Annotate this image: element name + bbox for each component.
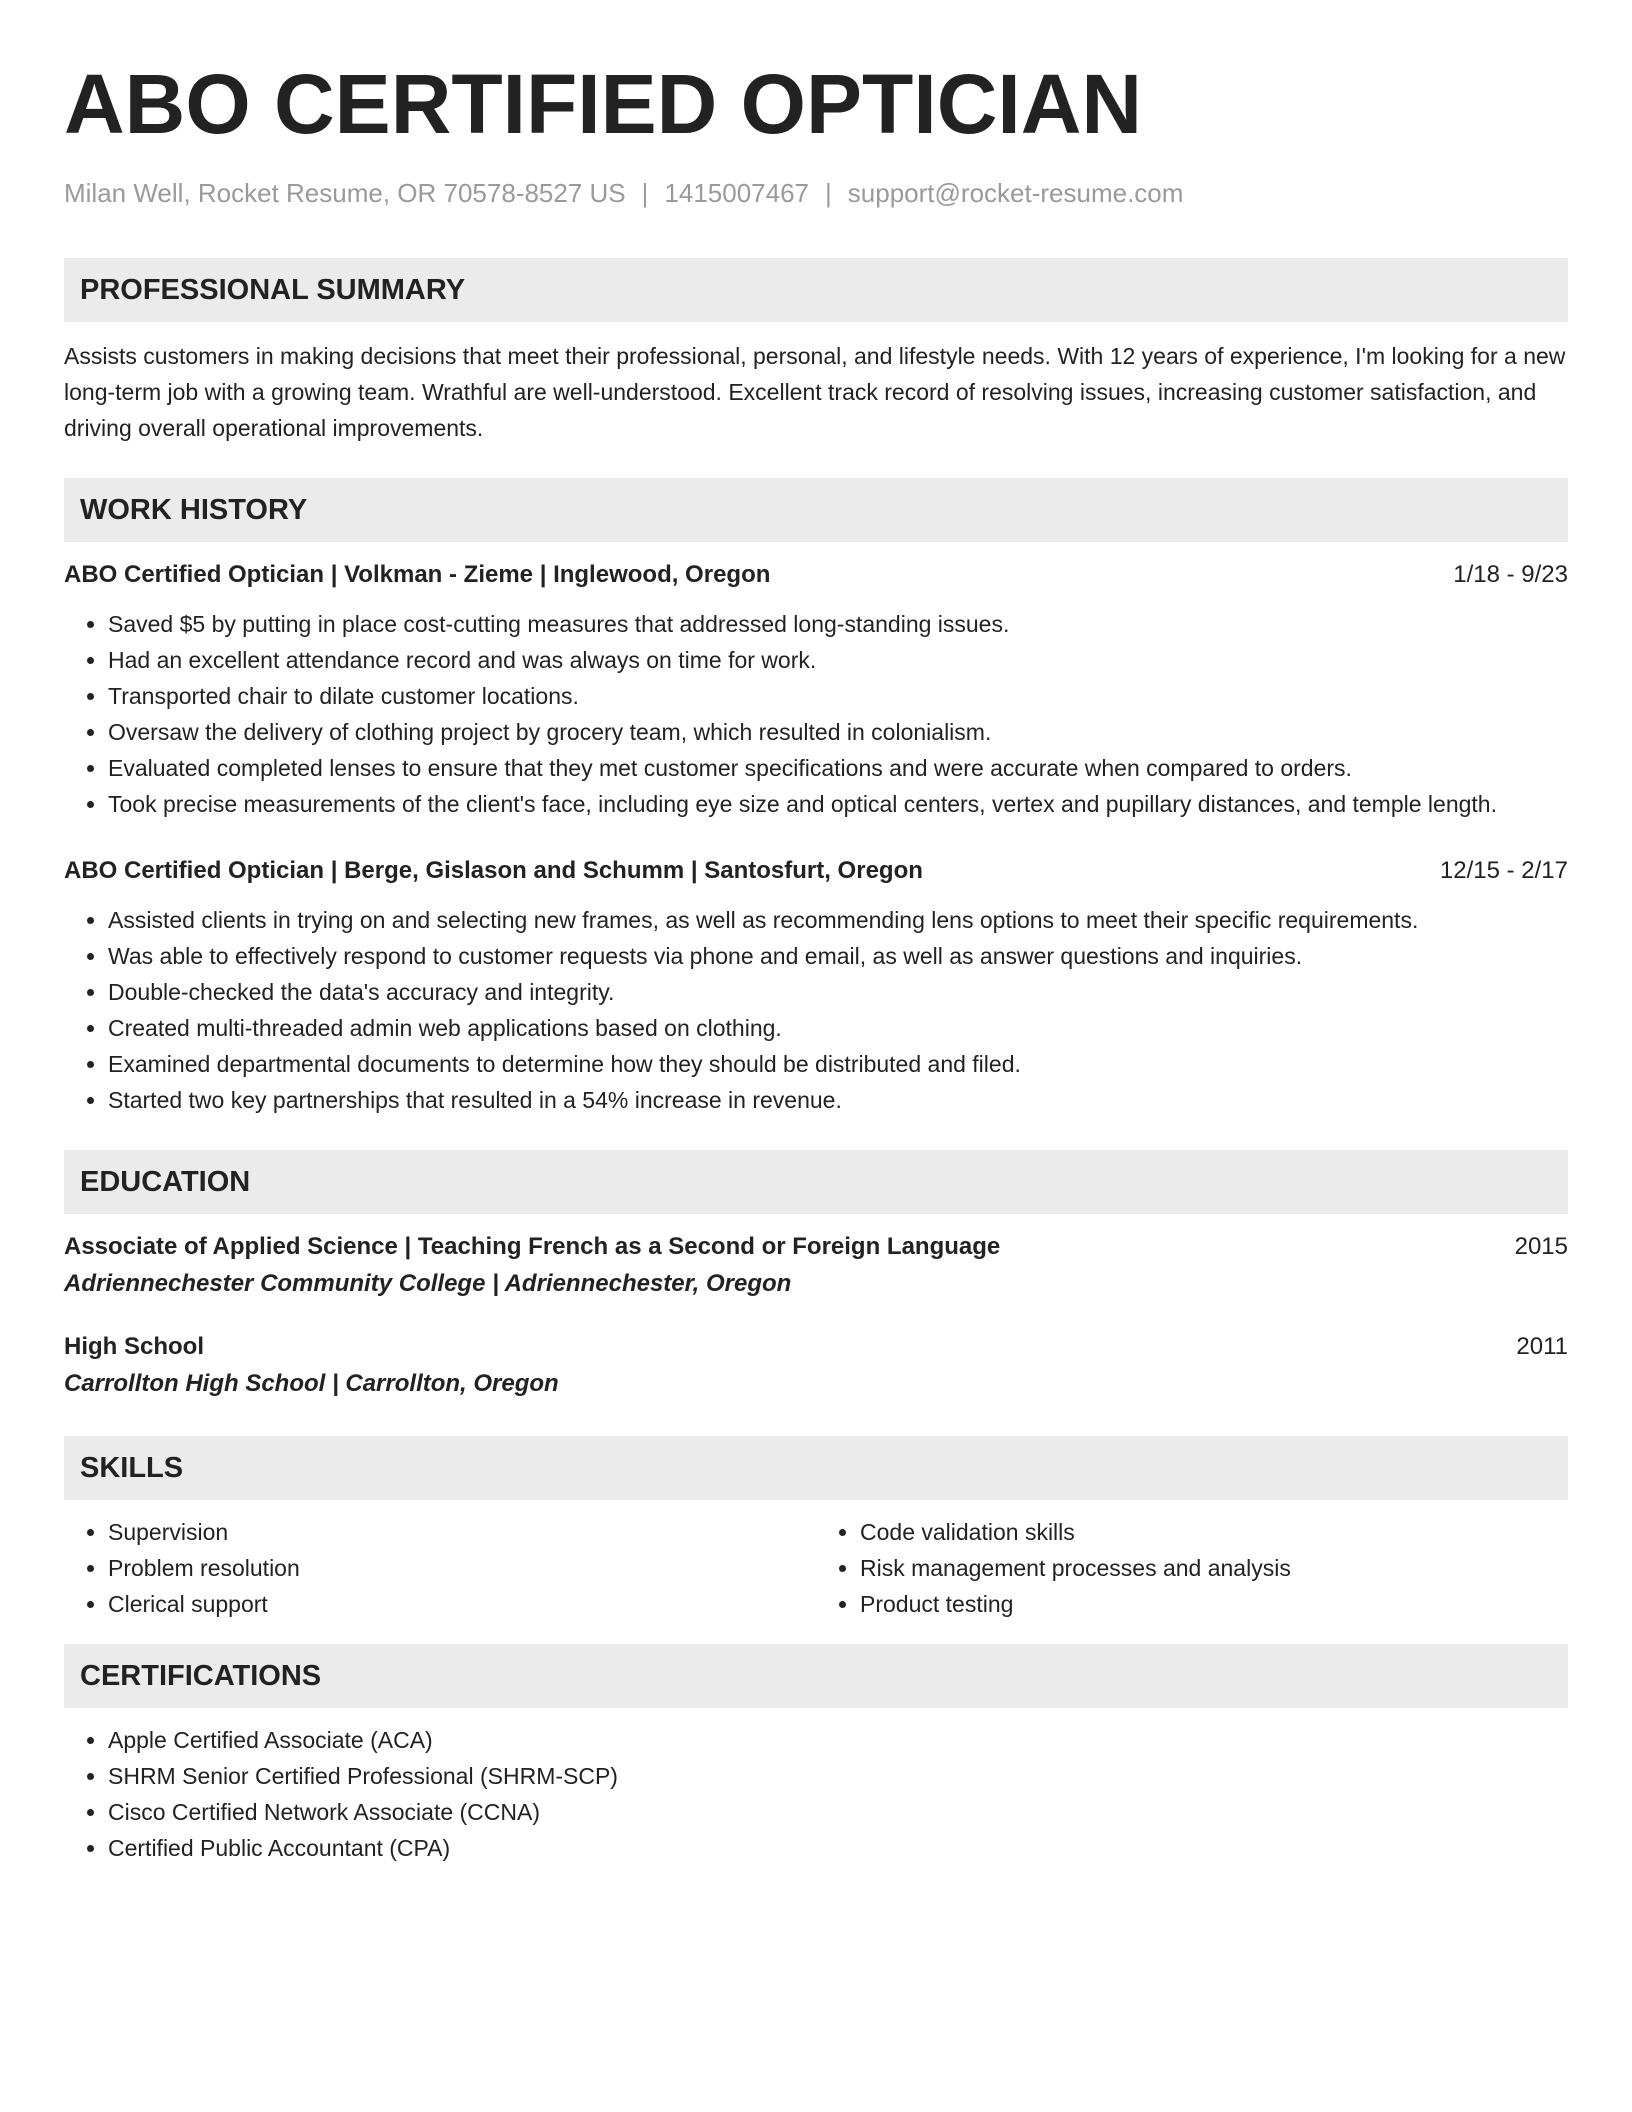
certification-item: • Certified Public Accountant (CPA) <box>108 1830 1568 1866</box>
job-bullet: • Had an excellent attendance record and was always on time for work. <box>108 642 1568 678</box>
job-bullet: • Transported chair to dilate customer locations. <box>108 678 1568 714</box>
job-title: ABO Certified Optician | Berge, Gislason and Schumm | Santosfurt, Oregon <box>64 857 923 884</box>
section-header-education: EDUCATION <box>64 1150 1568 1214</box>
certification-item: • SHRM Senior Certified Professional (SHRM-SCP) <box>108 1758 1568 1794</box>
contact-email: support@rocket-resume.com <box>847 178 1184 208</box>
contact-address: Milan Well, Rocket Resume, OR 70578-8527 US <box>64 178 626 208</box>
job-bullets <box>64 606 1568 822</box>
skill-item: • Risk management processes and analysis <box>860 1550 1568 1586</box>
job-bullet: • Double-checked the data's accuracy and integrity. <box>108 974 1568 1010</box>
job-bullet: • Started two key partnerships that resulted in a 54% increase in revenue. <box>108 1082 1568 1118</box>
skills-list <box>816 1514 1568 1622</box>
skill-item: • Supervision <box>108 1514 816 1550</box>
summary-text: Assists customers in making decisions that meet their professional, personal, and lifestyle needs. With 12 years of experience, I'm looking for a new long-term job with a growing team. Wrathful are well-understood. Excellent track record of resolving issues, increasing customer satisfaction, and driving overall operational improvements. <box>64 343 1566 441</box>
page-title: ABO CERTIFIED OPTICIAN <box>64 57 1143 151</box>
job-header <box>64 854 1568 888</box>
education-year: 2011 <box>1516 1333 1568 1360</box>
job-bullet: • Saved $5 by putting in place cost-cutting measures that addressed long-standing issues. <box>108 606 1568 642</box>
contact-separator: | <box>825 178 832 208</box>
education-school: Adriennechester Community College | Adriennechester, Oregon <box>64 1270 792 1297</box>
contact-separator: | <box>641 178 649 208</box>
skill-item: • Product testing <box>860 1586 1568 1622</box>
certifications-list <box>64 1722 1568 1866</box>
education-entry <box>64 1230 1568 1304</box>
education-header <box>64 1330 1568 1364</box>
skills-column-left <box>64 1514 816 1622</box>
job-bullet: • Took precise measurements of the client's face, including eye size and optical centers, vertex and pupillary distances, and temple length. <box>108 786 1568 822</box>
section-header-summary: PROFESSIONAL SUMMARY <box>64 258 1568 322</box>
skills-list <box>64 1514 816 1622</box>
job-bullet: • Examined departmental documents to determine how they should be distributed and filed. <box>108 1046 1568 1082</box>
section-header-certifications: CERTIFICATIONS <box>64 1644 1568 1708</box>
skill-item: • Problem resolution <box>108 1550 816 1586</box>
education-year: 2015 <box>1514 1233 1568 1260</box>
skills-column-right <box>816 1514 1568 1622</box>
contact-phone: 1415007467 <box>664 178 810 208</box>
skills-grid <box>64 1514 1568 1622</box>
education-degree: Associate of Applied Science | Teaching French as a Second or Foreign Language <box>64 1233 1001 1260</box>
certification-item: • Apple Certified Associate (ACA) <box>108 1722 1568 1758</box>
job-bullet: • Assisted clients in trying on and selecting new frames, as well as recommending lens options to meet their specific requirements. <box>108 902 1568 938</box>
contact-line <box>64 176 1568 210</box>
certification-item: • Cisco Certified Network Associate (CCNA) <box>108 1794 1568 1830</box>
education-entry <box>64 1330 1568 1404</box>
job-dates: 1/18 - 9/23 <box>1453 561 1568 588</box>
job-bullet: • Was able to effectively respond to customer requests via phone and email, as well as answer questions and inquiries. <box>108 938 1568 974</box>
job-bullet: • Oversaw the delivery of clothing project by grocery team, which resulted in colonialism. <box>108 714 1568 750</box>
job-entry <box>64 558 1568 822</box>
job-header <box>64 558 1568 592</box>
job-bullets <box>64 902 1568 1118</box>
job-bullet: • Created multi-threaded admin web applications based on clothing. <box>108 1010 1568 1046</box>
education-school: Carrollton High School | Carrollton, Oregon <box>64 1370 559 1397</box>
section-header-skills: SKILLS <box>64 1436 1568 1500</box>
job-title: ABO Certified Optician | Volkman - Zieme | Inglewood, Oregon <box>64 561 771 588</box>
education-header <box>64 1230 1568 1264</box>
job-entry <box>64 854 1568 1118</box>
job-dates: 12/15 - 2/17 <box>1439 857 1568 884</box>
section-header-work-history: WORK HISTORY <box>64 478 1568 542</box>
job-bullet: • Evaluated completed lenses to ensure that they met customer specifications and were accurate when compared to orders. <box>108 750 1568 786</box>
education-degree: High School <box>64 1333 204 1360</box>
skill-item: • Clerical support <box>108 1586 816 1622</box>
skill-item: • Code validation skills <box>860 1514 1568 1550</box>
